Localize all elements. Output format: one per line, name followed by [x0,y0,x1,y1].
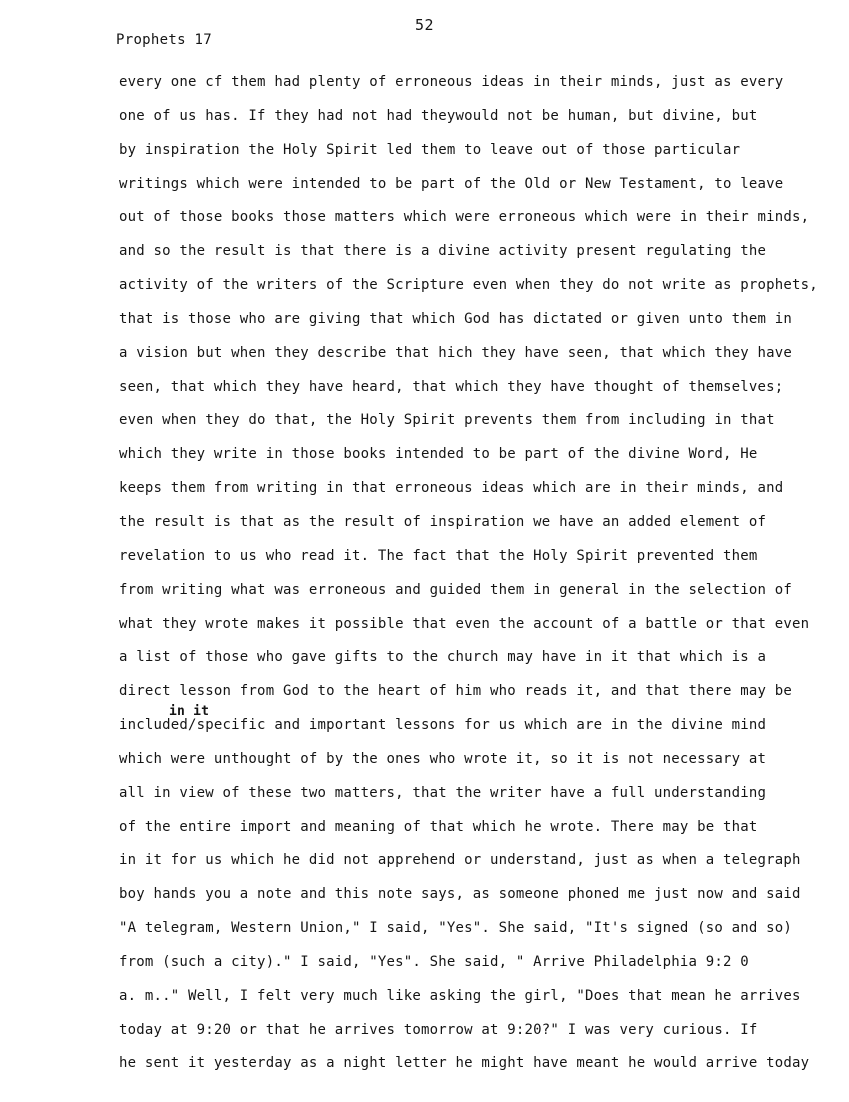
text-line: a vision but when they describe that hich they have seen, that which they have [119,344,793,361]
text-line: by inspiration the Holy Spirit led them to leave out of those particular [119,141,741,158]
text-line: and so the result is that there is a divine activity present regulating the [119,243,767,260]
text-line: a list of those who gave gifts to the church may have in it that which is a [119,649,767,666]
text-line: direct lesson from God to the heart of him who reads it, and that there may be [119,683,793,700]
text-line: activity of the writers of the Scripture even when they do not write as prophets, [119,277,818,294]
text-line: every one cf them had plenty of erroneous ideas in their minds, just as every [119,74,784,90]
text-line: he sent it yesterday as a night letter he might have meant he would arrive today [119,1055,810,1072]
text-line: "A telegram, Western Union," I said, "Yes". She said, "It's signed (so and so) [119,920,793,937]
text-line: which were unthought of by the ones who wrote it, so it is not necessary at [119,750,767,767]
text-line: keeps them from writing in that erroneous ideas which are in their minds, and [119,480,784,497]
text-line: today at 9:20 or that he arrives tomorrow at 9:20?" I was very curious. If [119,1021,758,1038]
text-line: from (such a city)." I said, "Yes". She said, " Arrive Philadelphia 9:2 0 [119,953,749,970]
text-line: revelation to us who read it. The fact that the Holy Spirit prevented them [119,547,758,564]
text-line: writings which were intended to be part of the Old or New Testament, to leave [119,175,784,192]
body-text [119,71,818,1086]
text-line: what they wrote makes it possible that even the account of a battle or that even [119,615,810,632]
text-line: the result is that as the result of inspiration we have an added element of [119,513,767,530]
page-number: 52 [414,16,435,34]
text-line: boy hands you a note and this note says, as someone phoned me just now and said [119,886,801,903]
text-line: from writing what was erroneous and guided them in general in the selection of [119,581,793,598]
text-line: seen, that which they have heard, that which they have thought of themselves; [119,378,784,395]
text-line: included/specific and important lessons for us which are in the divine mind [119,717,767,734]
text-line: one of us has. If they had not had theywould not be human, but divine, but [119,107,758,124]
running-head: Prophets 17 [116,32,213,48]
text-line: which they write in those books intended to be part of the divine Word, He [119,446,758,463]
interlinear-insertion: in it [169,704,210,720]
text-line: out of those books those matters which were erroneous which were in their minds, [119,209,810,226]
text-line: of the entire import and meaning of that which he wrote. There may be that [119,818,758,835]
text-line: that is those who are giving that which God has dictated or given unto them in [119,310,793,327]
text-line: even when they do that, the Holy Spirit prevents them from including in that [119,412,775,429]
text-line: in it for us which he did not apprehend or understand, just as when a telegraph [119,852,801,869]
text-line: a. m.." Well, I felt very much like asking the girl, "Does that mean he arrives [119,987,801,1004]
text-line: all in view of these two matters, that the writer have a full understanding [119,784,767,801]
text-line-with-insertion [119,704,809,748]
